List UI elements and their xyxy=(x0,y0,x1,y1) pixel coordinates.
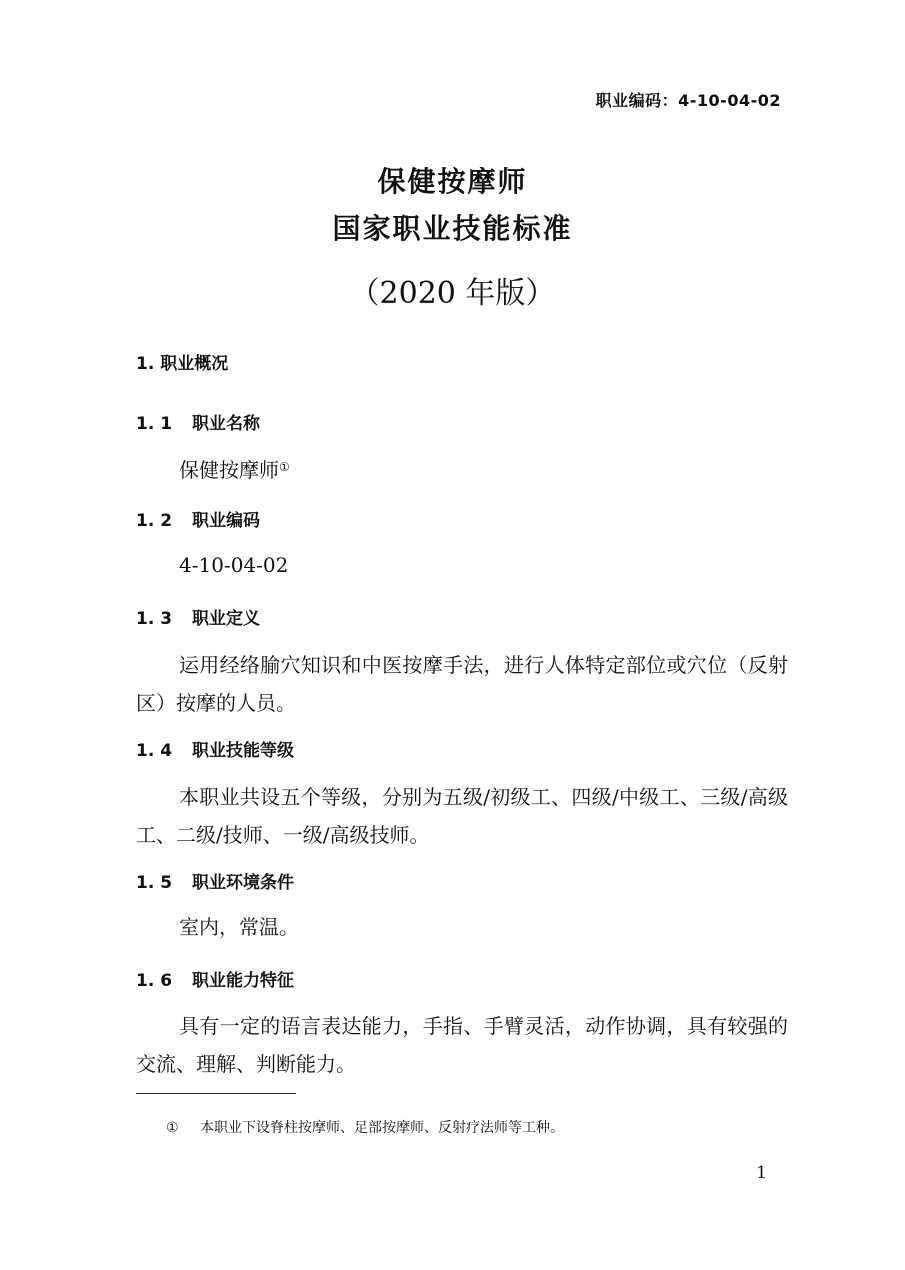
section-heading-1-6 xyxy=(136,966,294,991)
footnote-text: 本职业下设脊柱按摩师、足部按摩师、反射疗法师等工种。 xyxy=(200,1120,564,1136)
section-title: 职业定义 xyxy=(192,609,260,629)
footnote-mark: ① xyxy=(166,1120,179,1136)
section-heading-1-1 xyxy=(136,409,260,434)
section-title: 职业环境条件 xyxy=(192,873,294,893)
section-title: 职业能力特征 xyxy=(192,971,294,991)
document-subtitle: 国家职业技能标准 xyxy=(332,212,573,245)
footnote-ref[interactable]: ① xyxy=(279,460,290,474)
section-heading-1-4 xyxy=(136,736,294,761)
section-number: 1. 3 xyxy=(136,609,173,629)
section-number: 1. 6 xyxy=(136,971,173,991)
section-heading-1-5 xyxy=(136,868,294,893)
document-title: 保健按摩师 xyxy=(377,165,528,198)
edition-label: （2020 年版） xyxy=(349,276,556,311)
footnote xyxy=(166,1117,564,1137)
section-heading-1 xyxy=(136,349,228,374)
section-number: 1. 2 xyxy=(136,511,173,531)
occupation-code-header: 职业编码：4-10-04-02 xyxy=(595,91,781,110)
section-body-1-1 xyxy=(179,448,831,489)
section-number: 1. xyxy=(136,354,155,374)
footnote-divider xyxy=(136,1093,296,1094)
section-body-1-3: 运用经络腧穴知识和中医按摩手法，进行人体特定部位或穴位（反射区）按摩的人员。 xyxy=(136,653,788,715)
section-number: 1. 1 xyxy=(136,414,173,434)
section-number: 1. 5 xyxy=(136,873,173,893)
section-title: 职业技能等级 xyxy=(192,741,294,761)
section-body-1-2: 4-10-04-02 xyxy=(179,553,289,577)
occupation-name: 保健按摩师 xyxy=(179,458,279,482)
page-number: 1 xyxy=(756,1163,767,1183)
section-number: 1. 4 xyxy=(136,741,173,761)
section-title: 职业名称 xyxy=(192,414,260,434)
section-heading-1-3 xyxy=(136,604,260,629)
section-title: 职业编码 xyxy=(192,511,260,531)
section-body-1-4: 本职业共设五个等级，分别为五级/初级工、四级/中级工、三级/高级工、二级/技师、一级/高级技师。 xyxy=(136,785,788,847)
section-title: 职业概况 xyxy=(160,354,229,374)
section-body-1-5: 室内，常温。 xyxy=(179,915,299,939)
section-body-1-6: 具有一定的语言表达能力，手指、手臂灵活，动作协调，具有较强的交流、理解、判断能力。 xyxy=(136,1014,788,1076)
section-heading-1-2 xyxy=(136,506,260,531)
